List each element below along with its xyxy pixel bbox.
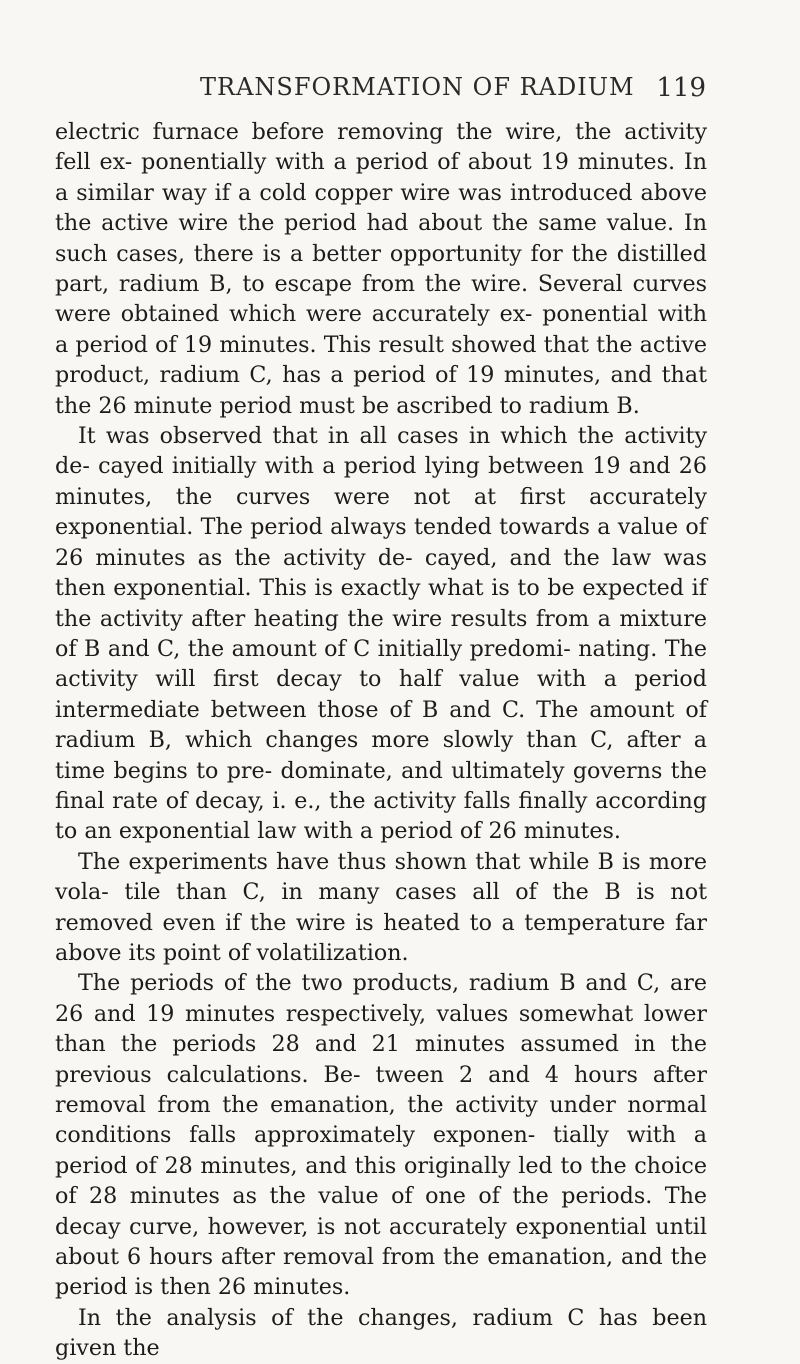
paragraph: In the analysis of the changes, radium C has been given the	[55, 1304, 707, 1362]
running-title: TRANSFORMATION OF RADIUM	[200, 73, 635, 101]
body-text	[55, 117, 707, 1364]
paragraph: The periods of the two products, radium B and C, are 26 and 19 minutes respectively, values somewhat lower than the periods 28 and 21 minutes assumed in the previous calculations. Be- tween 2 and 4 hours after removal from the emanation, the activity under normal conditions falls approximately exponen- tially with a period of 28 minutes, and this originally led to the choice of 28 minutes as the value of one of the periods. The decay curve, however, is not accurately exponential until about 6 hours after removal from the emanation, and the period is then 26 minutes.	[55, 970, 707, 1301]
paragraph: The experiments have thus shown that while B is more vola- tile than C, in many cases all of the B is not removed even if the wire is heated to a temperature far above its point of volatilization.	[55, 848, 707, 966]
page-header	[56, 73, 706, 109]
page-number: 119	[656, 73, 706, 103]
paragraph: It was observed that in all cases in which the activity de- cayed initially with a period lying between 19 and 26 minutes, the curves were not at first accurately exponential. The period always tended towards a value of 26 minutes as the activity de- cayed, and the law was then exponential. This is exactly what is to be expected if the activity after heating the wire results from a mixture of B and C, the amount of C initially predomi- nating. The activity will first decay to half value with a period intermediate between those of B and C. The amount of radium B, which changes more slowly than C, after a time begins to pre- dominate, and ultimately governs the final rate of decay, i. e., the activity falls finally according to an exponential law with a period of 26 minutes.	[55, 423, 707, 845]
paragraph-continued: electric furnace before removing the wire, the activity fell ex- ponentially with a period of about 19 minutes. In a similar way if a cold copper wire was introduced above the active wire the period had about the same value. In such cases, there is a better opportunity for the distilled part, radium B, to escape from the wire. Several curves were obtained which were accurately ex- ponential with a period of 19 minutes. This result showed that the active product, radium C, has a period of 19 minutes, and that the 26 minute period must be ascribed to radium B.	[55, 119, 707, 419]
